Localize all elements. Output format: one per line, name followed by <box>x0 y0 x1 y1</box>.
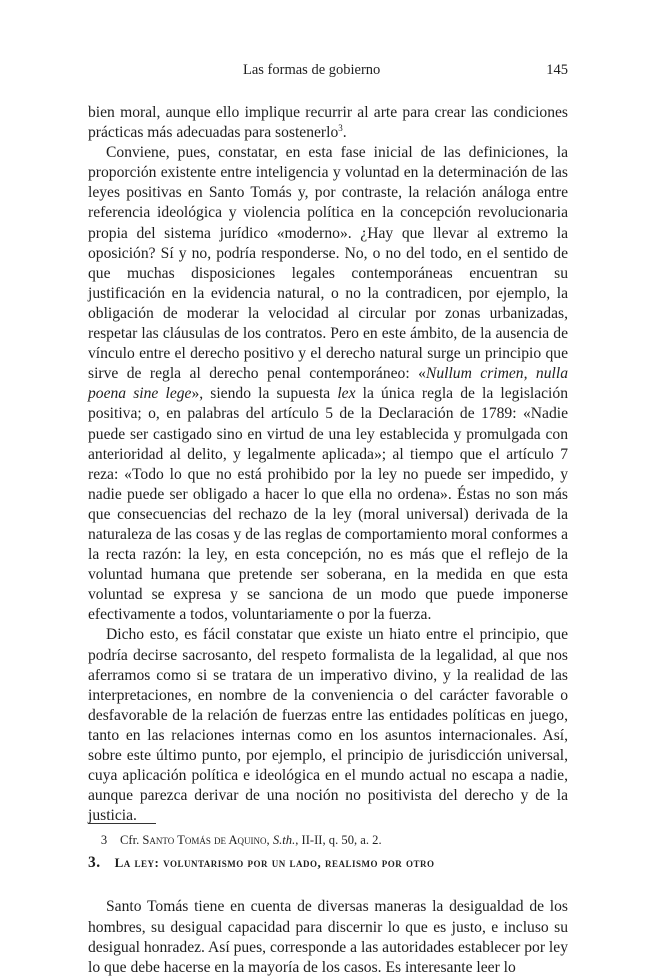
footnote-author: Santo Tomás de Aquino <box>142 833 267 847</box>
footnote-divider <box>88 823 156 824</box>
footnote-separator: , <box>266 833 273 847</box>
section-heading <box>88 853 568 873</box>
paragraph-1 <box>88 103 568 143</box>
latin-maxim: Nullum crimen, nulla poena sine lege <box>88 365 568 403</box>
section-title: La ley: voluntarismo por un lado, realismo por otro <box>114 855 435 871</box>
paragraph-2-part-2: », siendo la supuesta <box>191 385 338 403</box>
footnote-work: S.th. <box>272 833 296 847</box>
paragraph-1-end: . <box>342 124 347 142</box>
lex-term: lex <box>337 385 356 403</box>
paragraph-4: Santo Tomás tiene en cuenta de diversas maneras la desigualdad de los hombres, su desigual capacidad para discernir lo que es justo, e incluso su desigual honradez. Así pues, corresponde a las autoridades establecer por ley lo que debe hacerse en la mayoría de los casos. Es interesante leer lo <box>88 898 568 976</box>
page-number: 145 <box>546 62 568 78</box>
page-header <box>88 62 568 82</box>
paragraph-2-part-3: la única regla de la legislación positiva; o, en palabras del artículo 5 de la Declaración de 1789: «Nadie puede ser castigado sino en virtud de una ley establecida y promulgada con anterioridad al delito, y legalmente aplicada»; al tiempo que el artículo 7 reza: «Todo lo que no está prohibido por la ley no puede ser impedido, y nadie puede ser obligado a hacer lo que ella no ordena». Éstas no son más que consecuencias del rechazo de la ley (moral universal) derivada de la naturaleza de las cosas y de las reglas de comportamiento moral conformes a la recta razón: la ley, en esta concepción, no es más que el reflejo de la voluntad humana que pretende ser soberana, en la medida en que esta voluntad se expresa y se sanciona de un modo que puede imponerse efectivamente a todos, voluntariamente o por la fuerza. <box>88 385 568 624</box>
footnote-reference-detail: , II-II, q. 50, a. 2. <box>295 833 382 847</box>
paragraph-2 <box>88 143 568 625</box>
footnote-prefix: Cfr. <box>120 833 143 847</box>
paragraph-2-part-1: Conviene, pues, constatar, en esta fase inicial de las definiciones, la proporción existente entre inteligencia y voluntad en la determinación de las leyes positivas en Santo Tomás y, por contraste, la relación análoga entre referencia ideológica y violencia política en la concepción revolucionaria propia del sistema jurídico «moderno». ¿Hay que llevar al extremo la oposición? Sí y no, podría responderse. No, o no del todo, en el sentido de que muchas disposiciones legales contemporáneas encuentran su justificación en la evidencia natural, o no la contradicen, por ejemplo, la obligación de moderar la velocidad al circular por zonas urbanizadas, respetar las cláusulas de los contratos. Pero en este ámbito, de la ausencia de vínculo entre el derecho positivo y el derecho natural surge un principio que sirve de regla al derecho penal contemporáneo: « <box>88 144 568 383</box>
footnote-reference[interactable]: 3 <box>338 122 343 133</box>
section-number: 3. <box>88 854 101 872</box>
footnote <box>88 832 568 848</box>
paragraph-1-text: bien moral, aunque ello implique recurrir al arte para crear las condiciones prácticas más adecuadas para sostenerlo <box>88 104 568 142</box>
footnote-number: 3 <box>100 833 108 847</box>
running-title: Las formas de gobierno <box>243 62 381 78</box>
paragraph-3: Dicho esto, es fácil constatar que existe un hiato entre el principio, que podría decirse sacrosanto, del respeto formalista de la legalidad, al que nos aferramos como si se tratara de un imperativo divino, y la realidad de las interpretaciones, en nombre de la conveniencia o del carácter favorable o desfavorable de la relación de fuerzas entre las entidades políticas en juego, tanto en las relaciones internas como en los asuntos internacionales. Así, sobre este último punto, por ejemplo, el principio de jurisdicción universal, cuya aplicación política e ideológica en el mundo actual no escapa a nadie, aunque parezca derivar de una noción no positivista del derecho y de la justicia. <box>88 626 568 825</box>
